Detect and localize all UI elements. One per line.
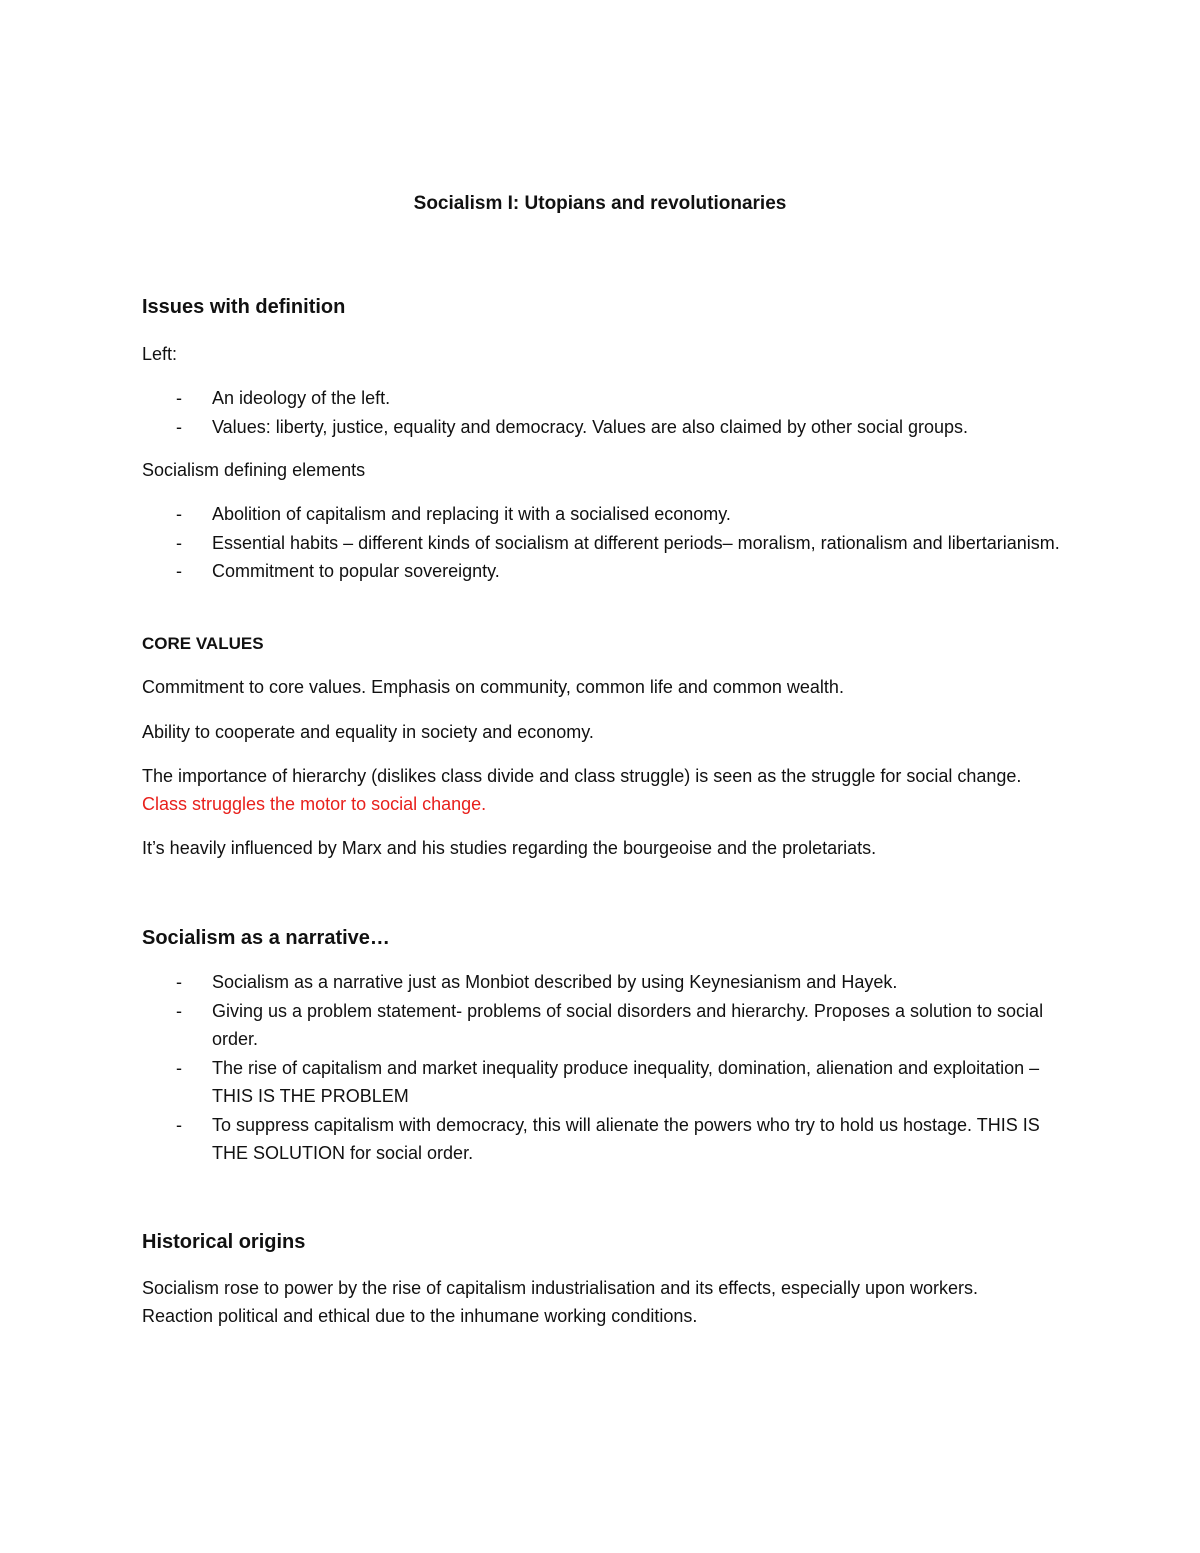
left-list xyxy=(142,384,1072,441)
core-values-para-4: It’s heavily influenced by Marx and his studies regarding the bourgeoise and the proletariats. xyxy=(142,838,877,858)
core-values-para-2: Ability to cooperate and equality in society and economy. xyxy=(142,722,594,742)
left-label: Left: xyxy=(142,344,178,364)
narrative-list xyxy=(142,968,1072,1168)
dash-bullet: - xyxy=(176,1114,182,1135)
dash-bullet: - xyxy=(176,504,182,524)
core-values-para-3: The importance of hierarchy (dislikes class divide and class struggle) is seen as the struggle for social change. Class struggles the motor to social change. xyxy=(142,766,1022,814)
historical-origins-para: Socialism rose to power by the rise of capitalism industrialisation and its effects, especially upon workers. Reaction political and ethical due to the inhumane working conditions. xyxy=(142,1278,979,1326)
list-item: - Essential habits – different kinds of socialism at different periods– moralism, rationalism and libertarianism. xyxy=(142,529,1072,558)
defining-elements-list xyxy=(142,500,1072,586)
dash-bullet: - xyxy=(176,388,182,408)
heading-issues-with-definition: Issues with definition xyxy=(142,296,346,318)
core-values-label: CORE VALUES xyxy=(142,634,264,653)
list-item: - Socialism as a narrative just as Monbiot described by using Keynesianism and Hayek. xyxy=(142,968,1072,997)
dash-bullet: - xyxy=(176,561,182,581)
list-item: - An ideology of the left. xyxy=(142,384,1072,413)
defining-elements-label: Socialism defining elements xyxy=(142,460,366,480)
list-item: - To suppress capitalism with democracy, this will alienate the powers who try to hold us hostage. THIS IS THE SOLUTION for social order. xyxy=(142,1111,1072,1168)
list-item: - Giving us a problem statement- problems of social disorders and hierarchy. Proposes a solution to social order. xyxy=(142,997,1072,1054)
list-item: - The rise of capitalism and market inequality produce inequality, domination, alienation and exploitation –THIS IS THE PROBLEM xyxy=(142,1054,1072,1111)
dash-bullet: - xyxy=(176,416,182,437)
heading-socialism-as-narrative: Socialism as a narrative… xyxy=(142,927,390,949)
dash-bullet: - xyxy=(176,532,182,553)
dash-bullet: - xyxy=(176,972,182,992)
dash-bullet: - xyxy=(176,1057,182,1078)
list-item: - Commitment to popular sovereignty. xyxy=(142,557,1072,586)
core-values-para-1: Commitment to core values. Emphasis on community, common life and common wealth. xyxy=(142,677,844,697)
highlighted-text: Class struggles the motor to social change. xyxy=(142,794,487,814)
page-title: Socialism I: Utopians and revolutionaries xyxy=(413,193,787,214)
list-item: - Values: liberty, justice, equality and democracy. Values are also claimed by other social groups. xyxy=(142,413,1072,442)
list-item: - Abolition of capitalism and replacing it with a socialised economy. xyxy=(142,500,1072,529)
heading-historical-origins: Historical origins xyxy=(142,1231,306,1253)
dash-bullet: - xyxy=(176,1000,182,1021)
